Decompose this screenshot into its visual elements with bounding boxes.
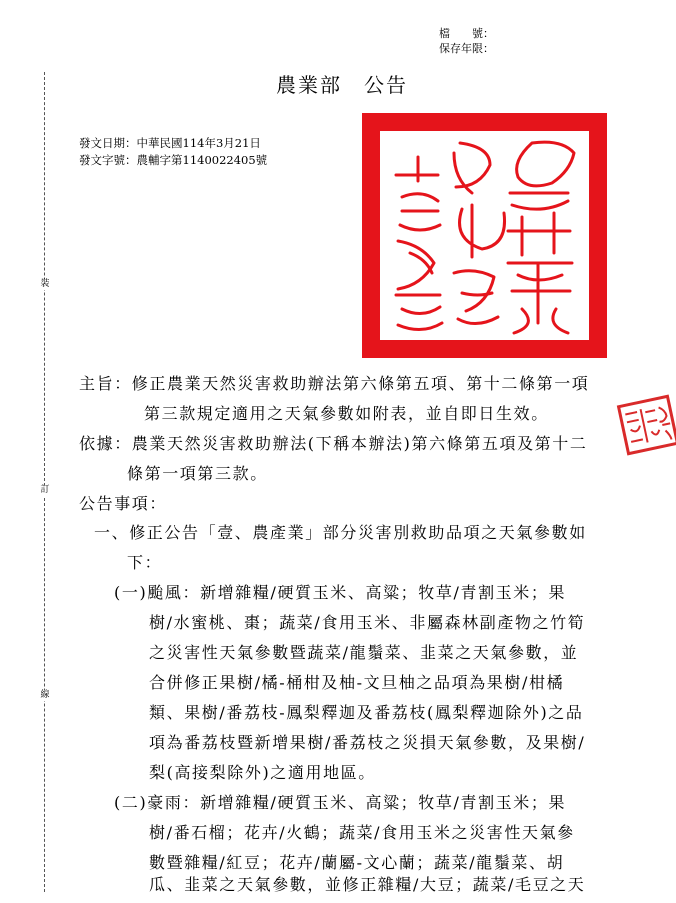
sub-item-1-line-6: 項為番荔枝暨新增果樹/番荔枝之災損天氣參數，及果樹/: [149, 733, 586, 752]
sub-item-1-line-7: 梨(高接梨除外)之適用地區。: [149, 763, 376, 782]
official-seal: [362, 113, 607, 358]
retention-period-label: 保存年限：: [439, 42, 494, 55]
item-1-line-1: 一、修正公告「壹、農產業」部分災害別救助品項之天氣參數如: [94, 523, 587, 542]
basis-line-1: 依據：農業天然災害救助辦法(下稱本辦法)第六條第五項及第十二: [79, 434, 588, 453]
sub-item-1-line-4: 合併修正果樹/橘-桶柑及柚-文旦柚之品項為果樹/柑橘: [149, 673, 565, 692]
subject-line-1: 主旨：修正農業天然災害救助辦法第六條第五項、第十二條第一項: [79, 374, 590, 393]
seal-inner-graphic: [362, 113, 607, 358]
sub-item-2-line-2: 樹/番石榴；花卉/火鶴；蔬菜/食用玉米之災害性天氣參: [149, 823, 575, 842]
small-stamp: [615, 393, 676, 457]
sub-item-1-line-5: 類、果樹/番荔枝-鳳梨釋迦及番荔枝(鳳梨釋迦除外)之品: [149, 703, 584, 722]
item-1-line-2: 下：: [127, 553, 163, 572]
notice-heading: 公告事項：: [79, 494, 168, 513]
binding-mark-zhuang: 裝: [40, 279, 50, 289]
sub-item-1-line-2: 樹/水蜜桃、棗；蔬菜/食用玉米、非屬森林副產物之竹筍: [149, 613, 586, 632]
sub-item-1-line-1: (一)颱風：新增雜糧/硬質玉米、高粱；牧草/青割玉米；果: [114, 583, 567, 602]
sub-item-2-line-4: 瓜、韭菜之天氣參數，並修正雜糧/大豆；蔬菜/毛豆之天: [149, 875, 586, 894]
subject-line-2: 第三款規定適用之天氣參數如附表，並自即日生效。: [144, 404, 549, 423]
binding-mark-xian: 線: [40, 690, 50, 700]
sub-item-1-line-3: 之災害性天氣參數暨蔬菜/龍鬚菜、韭菜之天氣參數，並: [149, 643, 579, 662]
small-stamp-graphic: [615, 393, 676, 457]
binding-line: [44, 72, 45, 892]
sub-item-2-line-1: (二)豪雨：新增雜糧/硬質玉米、高粱；牧草/青割玉米；果: [114, 793, 567, 812]
sub-item-2-line-3: 數暨雜糧/紅豆；花卉/蘭屬-文心蘭；蔬菜/龍鬚菜、胡: [149, 853, 565, 872]
page-title: 農業部 公告: [276, 73, 408, 97]
issue-date: 發文日期：中華民國114年3月21日: [79, 136, 261, 150]
document-number: 發文字號：農輔字第1140022405號: [79, 153, 268, 167]
binding-mark-ding: 訂: [40, 485, 50, 495]
file-number-label: 檔 號：: [439, 27, 494, 40]
basis-line-2: 條第一項第三款。: [127, 464, 268, 483]
